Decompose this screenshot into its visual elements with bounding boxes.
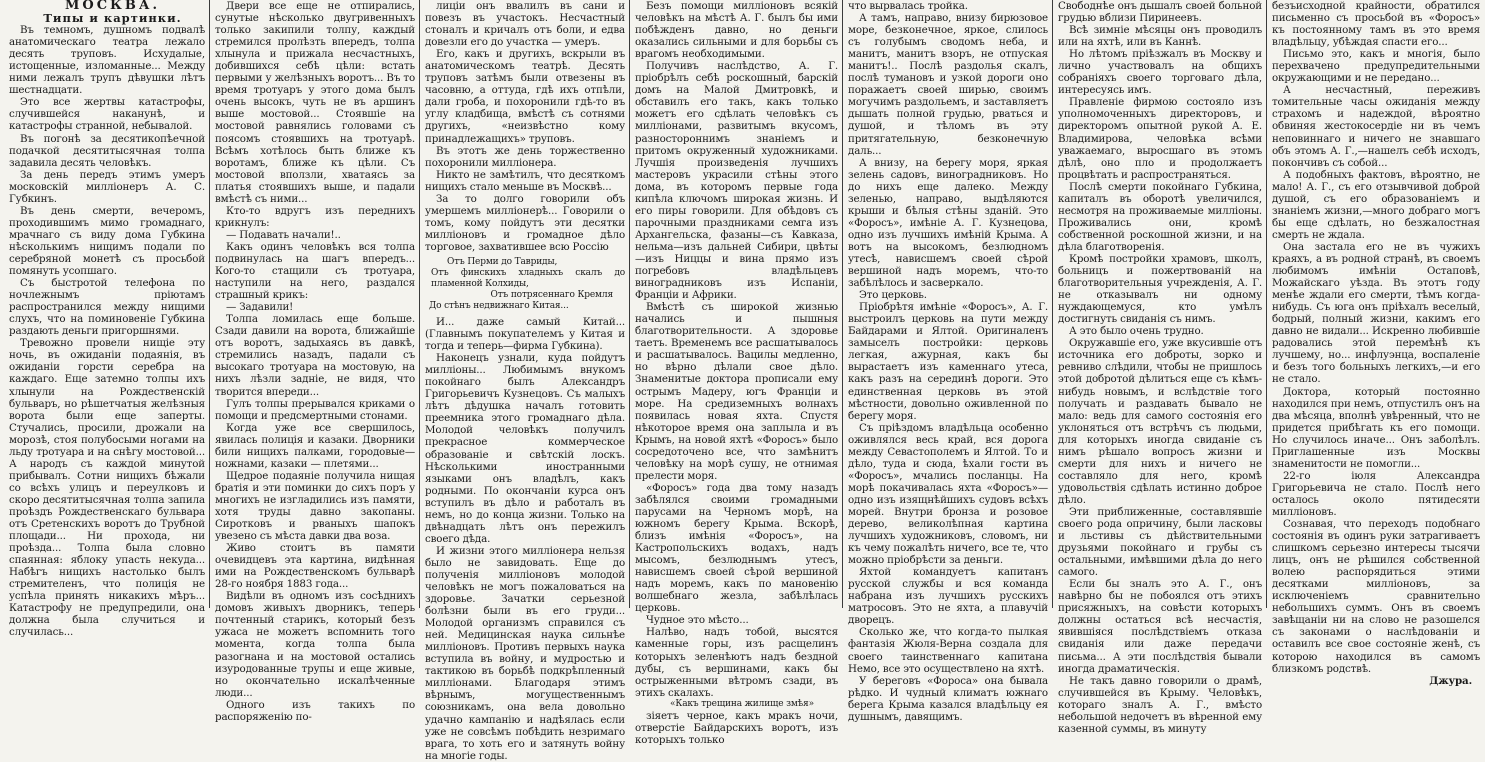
paragraph: Свободнѣе онъ дышалъ своей больной грудью вблизи Пиринеевъ.: [1058, 0, 1262, 25]
paragraph: лиціи онъ ввалилъ въ сани и повезъ въ участокъ. Несчастный стоналъ и кричалъ отъ боли, и едва довезли его до участка — умеръ.: [425, 0, 625, 49]
paragraph: Щедрое подаяніе получила нищая братія и эти поминки до сихъ поръ у многихъ не изгладились изъ памяти, хотя труды давно закопаны. Сиротковъ и рваныхъ шапокъ увезено съ мѣста давки два воза.: [215, 469, 415, 543]
paragraph: Сознавая, что переходъ подобнаго состоянія въ одинъ руки затрагиваетъ слишкомъ серьезно интересы тысячи лицъ, онъ не рѣшился собственной волею распорядиться этими десятками милліоновъ, за исключеніемъ сравнительно небольшихъ суммъ. Онъ въ своемъ завѣщаніи ни на слово не разошелся съ законами о наслѣдованіи и оставилъ все свое состояніе женѣ, съ которою находился въ самомъ близкомъ родствѣ.: [1272, 518, 1480, 675]
paragraph: Въ погонѣ за десятикопѣечной подачкой десятитысячная толпа задавила десять человѣкъ.: [9, 132, 205, 169]
paragraph: Безъ помощи милліоновъ всякій человѣкъ на мѣстѣ А. Г. былъ бы ими побѣжденъ давно, но деньги оказались сильными и для борьбы съ врагомъ необходимыми.: [635, 0, 838, 61]
paragraph: Это церковь.: [859, 289, 927, 302]
paragraph: Гулъ толпы прерывался криками о помощи и предсмертными стонами.: [215, 397, 415, 422]
article-subtitle: Типы и картинки.: [43, 11, 182, 26]
paragraph: И жизни этого милліонера нельзя было не завидовать. Еще до полученія милліоновъ молодой человѣкъ не могъ пожаловаться на здоровье. Зачатки серьезной болѣзни были въ его груди... Молодой организмъ справился съ ней. Медицинская наука сильнѣе милліоновъ. Противъ первыхъ наука вступила въ войну, и мудростью и тактикою въ борьбѣ подкрѣпленный милліонами. Благодаря этимъ вѣрнымъ, могущественнымъ союзникамъ, она вела довольно удачно кампанію и надѣялась если уже не совсѣмъ побѣдить незримаго врага, то хоть его и затянуть войну на многіе годы.: [425, 544, 625, 762]
article-column-4: [632, 0, 841, 746]
paragraph: Яхтой командуетъ капитанъ русской службы и вся команда набрана изъ лучшихъ русскихъ матросовъ. Это не яхта, а плавучій дворецъ.: [848, 566, 1048, 627]
paragraph: Въ день смерти, вечеромъ, проходившимъ мимо громаднаго, мрачнаго съ виду дома Губкина нѣсколькимъ нищимъ подали по серебряной монетѣ съ просьбой помянуть усопшаго.: [9, 204, 205, 278]
column-rule: [419, 0, 420, 608]
paragraph: Не такъ давно говорили о драмѣ, случившейся въ Крыму. Человѣкъ, котораго зналъ А. Г., вмѣсто небольшой недочетъ въ вѣренной ему казенной суммы, въ минуту: [1058, 674, 1262, 735]
paragraph: Кто-то вдругъ изъ переднихъ крикнулъ:: [215, 204, 415, 229]
paragraph: Въ темномъ, душномъ подвалѣ анатомическаго театра лежало десять труповъ. Исхудалые, истощенные, изломанные... Между ними лежалъ трупъ дѣвушки лѣтъ шестнадцати.: [9, 24, 205, 97]
paragraph: Чудное это мѣсто...: [646, 614, 749, 627]
paragraph: Всѣ зимніе мѣсяцы онъ проводилъ или на яхтѣ, или въ Каннѣ.: [1058, 24, 1262, 49]
paragraph: Доктора, который постоянно находился при немъ, отпустилъ онъ на два мѣсяца, вполнѣ увѣренный, что не придется прибѣгать къ его помощи. Но случилось иначе... Онъ заболѣлъ. Приглашенные изъ Москвы знаменитости не помогли...: [1272, 385, 1480, 470]
paragraph: И... даже самый Китай... (Главнымъ покупателемъ у Китая и тогда и теперь—фирма Губкина).: [425, 315, 625, 353]
paragraph: «Форосъ» года два тому назадъ забѣлялся своими громадными парусами на Черномъ морѣ, на южномъ берегу Крыма. Вскорѣ, близъ имѣнія «Форосъ», на Кастропольскихъ водахъ, надъ мысомъ, безлюднымъ утесъ, нависшемъ своей сѣрой вершиной надъ моремъ, какъ по мановенію волшебнаго жезла, забѣлѣлась церковь.: [635, 481, 838, 615]
paragraph: Одного изъ такихъ по распоряженію по-: [215, 698, 415, 723]
paragraph: Окружавшіе его, уже вкусившіе отъ источника его доброты, зорко и ревниво слѣдили, чтобы не пришлось этой добротой дѣлиться еще съ кѣмъ-нибудь новымъ, и вслѣдствіе того получать и раздавать бывало не мало: ведь для самого состоянія его уклоняться отъ встрѣчъ съ людьми, для которыхъ иногда свиданіе съ нимъ рѣшало вопросъ жизни и смерти для нихъ и ничего не составляло для него, кромѣ удовольствія сдѣлать истинно доброе дѣло.: [1058, 337, 1262, 506]
paragraph: Послѣ смерти покойнаго Губкина, капиталъ въ оборотѣ увеличился, несмотря на проживаемые милліоны. Проживались они, кромѣ собственной роскошной жизни, и на дѣла благотворенія.: [1058, 180, 1262, 253]
paragraph: Его, какъ и другихъ, вскрыли въ анатомическомъ театрѣ. Десять труповъ затѣмъ были отвезены въ часовню, а оттуда, гдѣ ихъ отпѣли, дали гроба, и похоронили гдѣ-то въ углу кладбища, вмѣстѣ съ сотнями другихъ, «неизвѣстно кому принадлежащихъ» труповъ.: [425, 48, 625, 145]
paragraph: — Подавать начали!..: [226, 228, 341, 241]
article-column-2: [212, 0, 418, 723]
paragraph: Съ быстротой телефона по ночлежнымъ пріютамъ распространился между нищими слухъ, что на поминовеніе Губкина раздають деньги пригоршнями.: [9, 277, 205, 338]
paragraph: А тамъ, направо, внизу бирюзовое море, безконечное, яркое, слилось съ голубымъ сводомъ неба, и манитъ, манитъ взоръ, не отпуская манитъ!.. Послѣ раздолья скалъ, послѣ тумановъ и узкой дороги оно поражаетъ своей ширью, своимъ могучимъ раздольемъ, и заставляетъ дышать полной грудью, рваться и душой, и тѣломъ въ эту притягательную, безконечную даль...: [848, 12, 1048, 157]
article-column-6: [1055, 0, 1265, 735]
paragraph: Если бы зналъ это А. Г., онъ навѣрно бы не побоялся отъ этихъ присяжныхъ, на совѣсти которыхъ должны остаться всѣ несчастія, явившіяся послѣдствіемъ отказа свиданія или даже передачи письма... А эти послѣдствія бывали иногда драматическія.: [1058, 578, 1262, 675]
paragraph: А это было очень трудно.: [1069, 325, 1204, 338]
paragraph: Никто не замѣтилъ, что десяткомъ нищихъ стало меньше въ Москвѣ...: [425, 168, 625, 193]
paragraph: Толпа ломилась еще больше. Сзади давили на ворота, ближайшіе отъ воротъ, задыхаясь въ давкѣ, стремились назадъ, падали съ высокаго тротуара на мостовую, на нихъ лѣзли задніе, не видя, что творится впереди...: [215, 313, 415, 398]
author-signature: Джура.: [1429, 674, 1472, 687]
paragraph: Вмѣстѣ съ широкой жизнью начались и пышныя благотворительности. А здоровье таетъ. Временемъ все расшатывалось и расшатывалось. Вацилы медленно, но вѣрно дѣлали свое дѣло. Знаменитые доктора прописали ему острымъ Мадеру, югъ Франціи и море. На средиземныхъ волнахъ появилась новая яхта. Спустя нѣкоторое время она заплыла и въ Крымъ, на новой яхтѣ «Форосъ» было сосредоточено все, что замѣнитъ человѣку на морѣ сушу, не отнимая прелести моря.: [635, 301, 838, 482]
paragraph: За день передъ этимъ умеръ московскій милліонеръ А. С. Губкинъ.: [9, 168, 205, 205]
paragraph: Пріобрѣтя имѣніе «Форосъ», А. Г. выстроилъ церковь на пути между Байдарами и Ялтой. Оригиналенъ замыселъ постройки: церковь легкая, ажурная, какъ бы вырастаетъ изъ каменнаго утеса, какъ разъ на серединѣ дороги. Это единственная церковь въ этой мѣстности, довольно оживленной по берегу моря.: [848, 301, 1048, 422]
paragraph: Правленіе фирмою состояло изъ уполномоченныхъ директоровъ, и директоромъ опытной рукой А. Е. Владимирова, человѣка всѣми уважаемаго, выросшаго въ этомъ дѣлѣ, оно пло и продолжаетъ процвѣтать и распространяться.: [1058, 96, 1262, 181]
poem-line: Отъ потрясеннаго Кремля: [490, 289, 613, 300]
paragraph: Сколько же, что когда-то пылкая фантазія Жюля-Верна создала для своего таинственнаго капитана Немо, все это осуществлено на яхтѣ.: [848, 626, 1048, 675]
paragraph: что вырвалась тройка.: [848, 0, 968, 12]
quote-line: «Какъ трещина жилище змѣя»: [670, 698, 814, 709]
paragraph: Двери все еще не отпирались, сунутые нѣсколько двугривенныхъ только закипили толпу, каждый стремился пролѣзть впередъ, толпа хлынула и прижала несчастныхъ, добившихся себѣ цѣли: встать первыми у желѣзныхъ воротъ... Въ то время тротуаръ у этого дома былъ очень высокъ, чуть не въ аршинъ выше мостовой... Стоявшіе на мостовой равнялись головами съ поясомъ стоявшихъ на тротуарѣ. Всѣмъ хотѣлось быть ближе къ воротамъ, ближе къ цѣли. Съ мостовой вползли, хватаясь за платья стоявшихъ выше, и падали вмѣстѣ съ ними...: [215, 0, 415, 205]
paragraph: Какъ одинъ человѣкъ вся толпа подвинулась на шагъ впередъ... Кого-то стащили съ тротуара, наступили на него, раздался страшный крикъ:: [215, 240, 415, 302]
column-rule: [209, 0, 210, 608]
column-rule: [1052, 0, 1053, 608]
paragraph: Налѣво, надъ тобой, высятся каменные горы, изъ расщелинъ которыхъ зеленѣютъ надъ бездной дубы, съ вершинами, какъ бы острыженными вѣтромъ сзади, въ этихъ скалахъ.: [635, 626, 838, 699]
column-rule: [1266, 0, 1267, 608]
paragraph: За то долго говорили объ умершемъ милліонерѣ... Говорили о томъ, кому пойдутъ эти десятки милліоновъ и громадное дѣло торговое, захватившее всю Россію: [425, 192, 625, 253]
paragraph: Но лѣтомъ пріѣзжалъ въ Москву и лично участвовалъ на общихъ собраніяхъ своего торговаго дѣла, интересуясь имъ.: [1058, 48, 1262, 97]
paragraph: Съ пріѣздомъ владѣльца особенно оживлялся весь край, вся дорога между Севастополемъ и Ялтой. То и дѣло, туда и сюда, ѣхали гости въ «Форосъ», мчались посланцы. На морѣ покачивалась яхта «Форосъ»—одно изъ изящнѣйшихъ судовъ всѣхъ морей. Внутри бронза и розовое дерево, великолѣпная картина лучшихъ художниковъ, словомъ, ни къ чему пожалѣть ничего, все те, что можно пріобрѣсти за деньги.: [848, 421, 1048, 567]
paragraph: Это все жертвы катастрофы, случившейся наканунѣ, и катастрофы странной, небывалой.: [9, 96, 205, 133]
paragraph: А подобныхъ фактовъ, вѣроятно, не мало! А. Г., съ его отзывчивой доброй душой, съ его образованіемъ и знаніемъ жизни,—много добраго могъ бы еще сдѣлать, но безжалостная смерть не ждала.: [1272, 168, 1480, 241]
paragraph: Эти приближенные, составлявшіе своего рода опричину, были ласковы и льстивы съ дѣйствительными друзьями покойнаго и грубы съ остальными, имѣвшими дѣла до него самого.: [1058, 505, 1262, 579]
column-rule: [629, 0, 630, 608]
paragraph: 22-го іюля Александра Григорьевича не стало. Послѣ него осталось около пятидесяти милліоновъ.: [1272, 469, 1480, 518]
paragraph: Тревожно провели нищіе эту ночь, въ ожиданіи подаянія, въ ожиданіи горсти серебра на каждаго. Еще затемно толпы ихъ хлынули на Рождественскій бульваръ, но рѣшетчатыя желѣзныя ворота были еще заперты. Стучались, просили, дрожали на морозѣ, стоя полубосыми ногами на льду тротуара и на снѣгу мостовой... А народъ съ каждой минутой прибывалъ. Сотни нищихъ бѣжали со всѣхъ улицъ и переулковъ и скоро десятитысячная толпа запила проѣздъ Рождественскаго бульвара отъ Сретенскихъ воротъ до Трубной площади... Ни прохода, ни проѣзда... Толпа была словно спаянная: яблоку упасть некуда... Набѣгъ нищихъ настолько былъ стремителенъ, что полиція не успѣла принять никакихъ мѣръ... Катастрофу не предупредили, она должна была случиться и случилась...: [9, 337, 205, 639]
poem-quote: [425, 257, 625, 312]
article-column-7: [1269, 0, 1483, 687]
paragraph: безъисходной крайности, обратился письменно съ просьбой въ «Форосъ» къ постоянному тамъ въ это время владѣльцу, убѣждая спасти его...: [1272, 0, 1480, 49]
paragraph: Когда уже все свершилось, явилась полиція и казаки. Дворники били нищихъ палками, городовые—ножнами, казаки — плетями...: [215, 421, 415, 470]
paragraph: — Задавили!: [226, 301, 294, 314]
paragraph: зіяетъ черное, какъ мракъ ночи, отверстіе Байдарскихъ воротъ, изъ которыхъ только: [635, 709, 838, 746]
article-column-3: [422, 0, 628, 762]
paragraph: Наконецъ узнали, куда пойдутъ милліоны... Любимымъ внукомъ покойнаго былъ Александръ Григорьевичъ Кузнецовъ. Съ малыхъ лѣтъ дѣдушка началъ готовить преемника этого громаднаго дѣла. Молодой человѣкъ получилъ прекрасное коммерческое образованіе и свѣтскій лоскъ. Нѣсколькими иностранными языками онъ владѣлъ, какъ родными. По окончаніи курса онъ вступилъ въ дѣло и работалъ въ немъ, но до конца жизни. Только на двѣнадцать лѣтъ онъ пережилъ своего дѣда.: [425, 352, 625, 545]
column-rule: [842, 0, 843, 608]
paragraph: А внизу, на берегу моря, яркая зелень садовъ, виноградниковъ. Но до нихъ еще далеко. Между зеленью, направо, выдѣляются крыши и бѣлыя стѣны зданій. Это «Форосъ», имѣніе А. Г. Кузнецова, одно изъ лучшихъ имѣній Крыма. А вотъ на высокомъ, безлюдномъ утесѣ, нависшемъ своей сѣрой вершиной надъ моремъ, что-то забѣлѣлось и засверкало.: [848, 156, 1048, 290]
article-column-5: [845, 0, 1051, 723]
paragraph: Письмо это, какъ и многія, было перехвачено предупредительными окружающими и не передано...: [1272, 48, 1480, 85]
paragraph: Она застала его не въ чужихъ краяхъ, а въ родной странѣ, въ своемъ любимомъ имѣніи Остаповѣ, Можайскаго уѣзда. Въ этотъ году менѣе ждали его смерти, тѣмъ когда-нибудь. Съ юга онъ пріѣхалъ веселый, бодрый, полный жизни, какимъ его давно не видали... Искренно любившіе радовались этой перемѣнѣ къ лучшему, но... инфлуэнца, воспаленіе и безъ того больныхъ легкихъ,—и его не стало.: [1272, 240, 1480, 386]
paragraph: Живо стоитъ въ памяти очевидцевъ эта картина, видѣнная ими на Рождественскомъ бульварѣ 28-го ноября 1883 года...: [215, 542, 415, 591]
article-column-1: [6, 0, 208, 639]
paragraph: Въ этотъ же день торжественно похоронили милліонера.: [425, 144, 625, 169]
poem-line: Отъ Перми до Тавриды,: [447, 256, 558, 267]
poem-line: Отъ финскихъ хладныхъ скалъ до пламенной Колхиды,: [431, 267, 625, 289]
paragraph: Кромѣ постройки храмовъ, школъ, больницъ и пожертвованій на благотворительныя учрежденія, А. Г. не отказывалъ ни одному нуждающемуся, кто умѣлъ достигнуть свиданія съ нимъ.: [1058, 252, 1262, 326]
paragraph: Получивъ наслѣдство, А. Г. пріобрѣлъ себѣ роскошный, барскій домъ на Малой Дмитровкѣ, и обставилъ его такъ, какъ только можетъ его сдѣлать человѣкъ съ милліонами, развитымъ вкусомъ, разностороннимъ знаніемъ и притомъ окруженный художниками. Лучшія произведенія лучшихъ мастеровъ украсили стѣны этого дома, въ которомъ первые года кипѣла ключомъ широкая жизнь. И его пиры говорили. Для обѣдовъ съ парочными праздниками семга изъ Архангельска, фазаны—съ Кавказа, нельма—изъ дальней Сибири, цвѣты—изъ Ниццы и вина прямо изъ погребовъ владѣльцевъ виноградниковъ изъ Испаніи, Франціи и Африки.: [635, 60, 838, 302]
paragraph: А несчастный, переживъ томительные часы ожиданія между страхомъ и надеждой, вѣроятно обвиняя жестокосердіе ни въ чемъ неповиннаго и ничего не знавшаго объ этомъ А. Г.,—нашелъ себѣ исходъ, покончивъ съ собой...: [1272, 84, 1480, 169]
poem-line: До стѣнъ недвижнаго Китая...: [429, 300, 569, 311]
paragraph: Видѣли въ одномъ изъ сосѣднихъ домовъ живыхъ дворникъ, теперь почтенный старикъ, который безъ ужаса не можетъ вспомнить того момента, когда толпа была разогнана и на мостовой остались изуродованные трупы и еще живые, но окончательно искалѣченные люди...: [215, 590, 415, 699]
section-title: МОСКВА.: [65, 0, 160, 13]
paragraph: У береговъ «Фороса» она бывала рѣдко. И чудный климатъ южнаго берега Крыма казался владѣльцу ея душнымъ, давящимъ.: [848, 674, 1048, 723]
